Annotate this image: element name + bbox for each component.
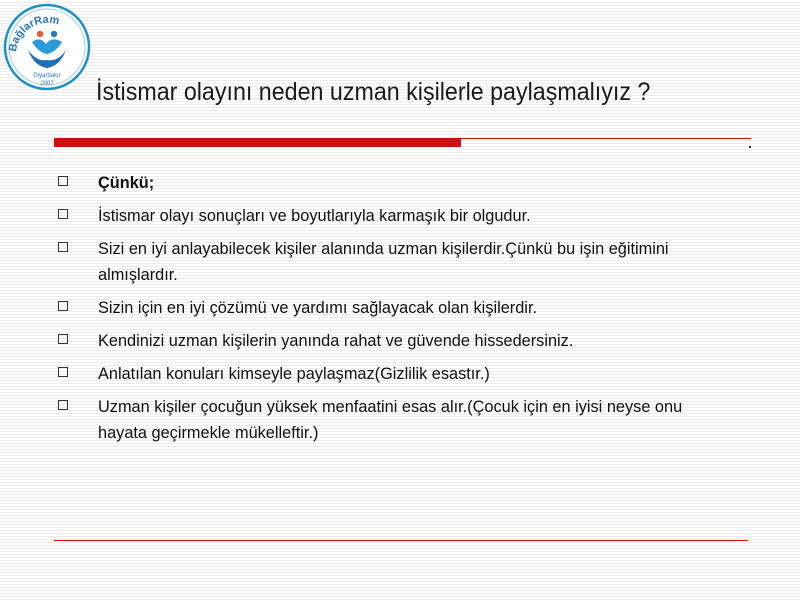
title-underline-thick xyxy=(54,138,461,147)
bullet-item xyxy=(58,328,748,354)
bullet-text: İstismar olayı sonuçları ve boyutlarıyla karmaşık bir olgudur. xyxy=(98,206,531,225)
footer-rule xyxy=(54,540,748,541)
logo-arc-text: BağlarRam xyxy=(6,13,61,53)
bullet-list xyxy=(58,170,748,453)
slide-title: İstismar olayını neden uzman kişilerle paylaşmalıyız ? xyxy=(96,78,651,106)
logo-city: Diyarbakır xyxy=(33,73,61,79)
logo-emblem-icon xyxy=(2,2,92,92)
bullet-text: Anlatılan konuları kimseyle paylaşmaz(Gizlilik esastır.) xyxy=(98,364,490,383)
bullet-item xyxy=(58,170,748,196)
bullet-text: Kendinizi uzman kişilerin yanında rahat ve güvende hissedersiniz. xyxy=(98,331,574,350)
decorative-dot xyxy=(749,146,751,148)
square-bullet-icon xyxy=(58,367,68,377)
bullet-text: Çünkü; xyxy=(98,173,155,192)
bullet-item xyxy=(58,203,748,229)
bullet-item xyxy=(58,361,748,387)
square-bullet-icon xyxy=(58,176,68,186)
bullet-item xyxy=(58,236,748,288)
bullet-text: Sizin için en iyi çözümü ve yardımı sağlayacak olan kişilerdir. xyxy=(98,298,538,317)
bullet-text: Uzman kişiler çocuğun yüksek menfaatini esas alır.(Çocuk için en iyisi neyse onu hayata geçirmekle mükelleftir.) xyxy=(98,397,683,442)
bullet-text: Sizi en iyi anlayabilecek kişiler alanında uzman kişilerdir.Çünkü bu işin eğitimini almışlardır. xyxy=(98,239,669,284)
bullet-item xyxy=(58,295,748,321)
square-bullet-icon xyxy=(58,334,68,344)
square-bullet-icon xyxy=(58,242,68,252)
logo xyxy=(2,2,92,92)
logo-year: 2007 xyxy=(40,81,54,87)
square-bullet-icon xyxy=(58,301,68,311)
title-underline-thin xyxy=(461,138,751,139)
square-bullet-icon xyxy=(58,209,68,219)
bullet-item xyxy=(58,394,748,446)
square-bullet-icon xyxy=(58,400,68,410)
